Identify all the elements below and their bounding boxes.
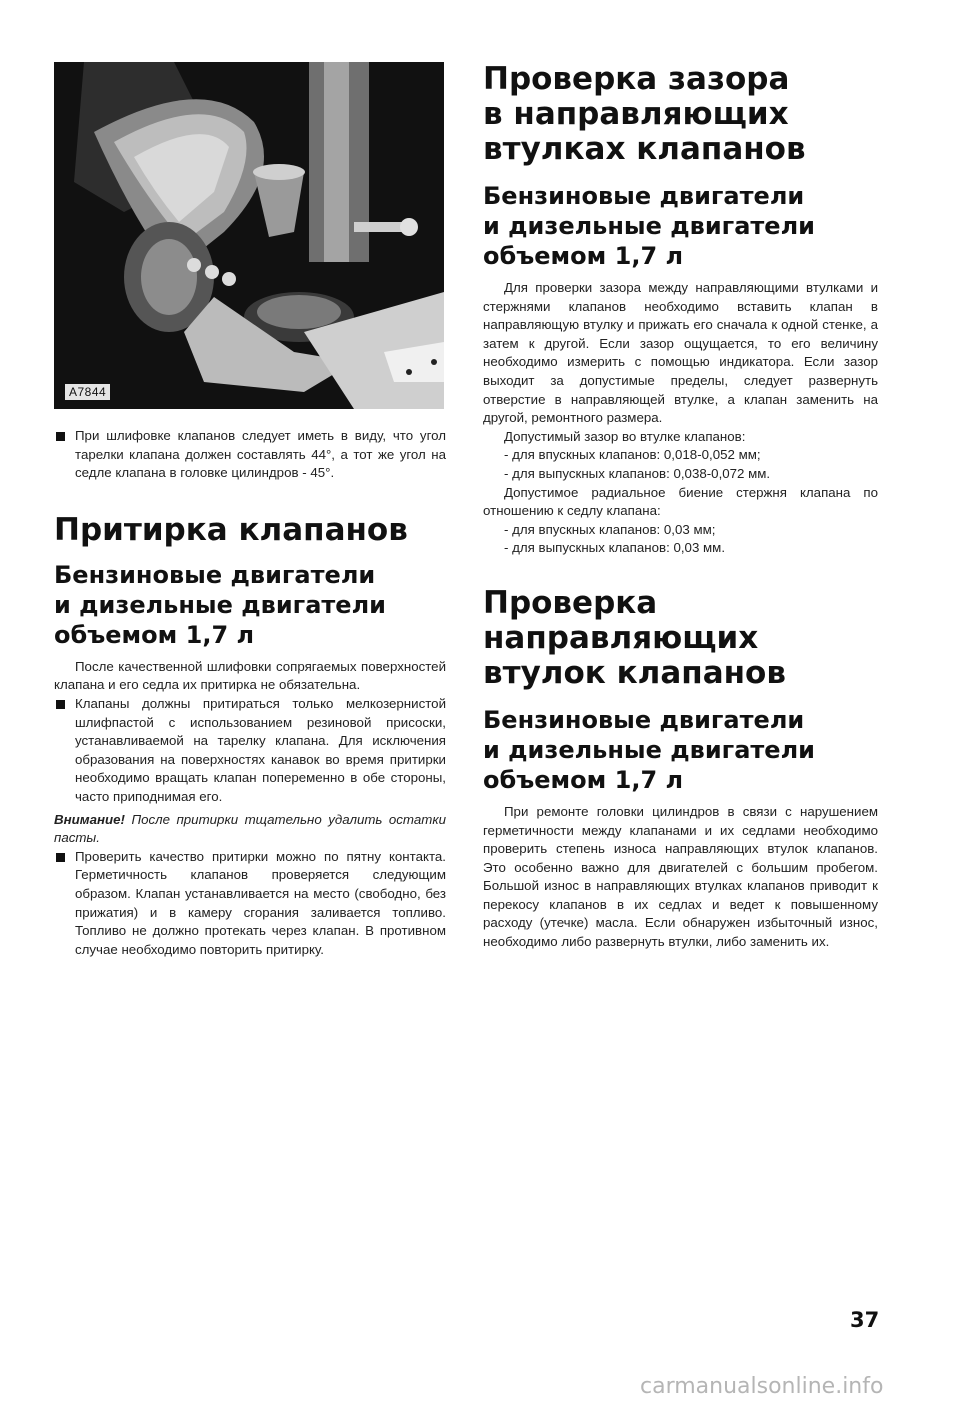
paragraph-clearance-procedure: Для проверки зазора между направляющими втулками и стержнями клапанов необходимо вставить клапан в направляющую втулку и прижать его сначала к одной стенке, а затем к другой. Если зазор ощущается, то его величину необходимо измерить с помощью индикатора. Если зазор выходит за допустимые пределы, следует развернуть отверстие в направляющей втулке, а клапан заменить на другой, ремонтного размера. xyxy=(483,280,878,426)
bullet-lapping-instructions: Клапаны должны притираться только мелкозернистой шлифпастой с использованием резиновой присоски, устанавливаемой на тарелку клапана. Для исключения образования на поверхностях канавок во время притирки необходимо вращать клапан попеременно в обе стороны, часто приподнимая его. xyxy=(54,695,446,807)
paragraph-guide-wear: При ремонте головки цилиндров в связи с нарушением герметичности между клапанами и их седлами необходимо проверить степень износа направляющих втулок клапанов. Это особенно важно для двигателей с большим пробегом. Большой износ в направляющих втулках клапанов приводит к перекосу клапанов в их седлах и ведет к повышенному расходу (утечке) масла. Если обнаружен избыточный износ, необходимо либо развернуть втулки, либо заменить их. xyxy=(483,803,878,950)
watermark-text: carmanualsonline.info xyxy=(640,1374,884,1399)
section-title-guides-line2: направляющих xyxy=(483,619,759,656)
spec-exhaust-runout: - для выпускных клапанов: 0,03 мм. xyxy=(504,540,726,556)
figure-code-label: A7844 xyxy=(64,383,111,401)
paragraph-intro: После качественной шлифовки сопрягаемых поверхностей клапана и его седла их притирка не обязательна. xyxy=(54,658,446,693)
warning-note xyxy=(54,811,446,848)
section-title-clearance-line3: втулках клапанов xyxy=(483,131,806,167)
spec-intake-clearance: - для впускных клапанов: 0,018-0,052 мм; xyxy=(504,447,761,463)
warning-text: После притирки тщательно удалить остатки пасты. xyxy=(54,811,446,846)
subtitle-engines-line1: Бензиновые двигатели xyxy=(54,560,376,589)
subtitle-engines-b-line1: Бензиновые двигатели xyxy=(483,705,805,734)
valve-grinding-machine-photo xyxy=(54,62,444,409)
section-title-lapping: Притирка клапанов xyxy=(54,511,408,548)
right-column xyxy=(483,62,878,952)
subtitle-engines-line3: объемом 1,7 л xyxy=(54,620,255,649)
machine-illustration xyxy=(54,62,444,409)
spec-intake-runout: - для впускных клапанов: 0,03 мм; xyxy=(504,521,716,537)
page-number: 37 xyxy=(850,1308,880,1332)
subtitle-engines-b-line3: объемом 1,7 л xyxy=(483,765,684,794)
spec-exhaust-clearance: - для выпускных клапанов: 0,038-0,072 мм. xyxy=(504,465,771,481)
left-column xyxy=(54,62,446,959)
section-title-clearance-line2: в направляющих xyxy=(483,96,789,132)
subtitle-engines-line2: и дизельные двигатели xyxy=(54,590,386,619)
subtitle-engines-a-line3: объемом 1,7 л xyxy=(483,242,684,270)
bullet-lapping-check: Проверить качество притирки можно по пятну контакта. Герметичность клапанов проверяется следующим образом. Клапан устанавливается на место (свободно, без прижатия) и в камеру сгорания заливается топливо. Топливо не должно протекать через клапан. В противном случае необходимо повторить притирку. xyxy=(54,848,446,960)
section-title-guides-line1: Проверка xyxy=(483,584,658,621)
section-title-clearance-line1: Проверка зазора xyxy=(483,61,790,97)
subtitle-engines-b-line2: и дизельные двигатели xyxy=(483,735,815,764)
subtitle-engines-a-line2: и дизельные двигатели xyxy=(483,212,815,240)
photo-caption: При шлифовке клапанов следует иметь в виду, что угол тарелки клапана должен составлять 44°, а тот же угол на седле клапана в головке цилиндров - 45°. xyxy=(54,427,446,483)
subtitle-engines-a-line1: Бензиновые двигатели xyxy=(483,182,805,210)
section-title-guides-line3: втулок клапанов xyxy=(483,654,786,691)
warning-label: Внимание! xyxy=(54,811,125,827)
paragraph-radial-runout: Допустимое радиальное биение стержня клапана по отношению к седлу клапана: xyxy=(483,484,878,519)
paragraph-allowed-clearance: Допустимый зазор во втулке клапанов: xyxy=(504,428,746,444)
